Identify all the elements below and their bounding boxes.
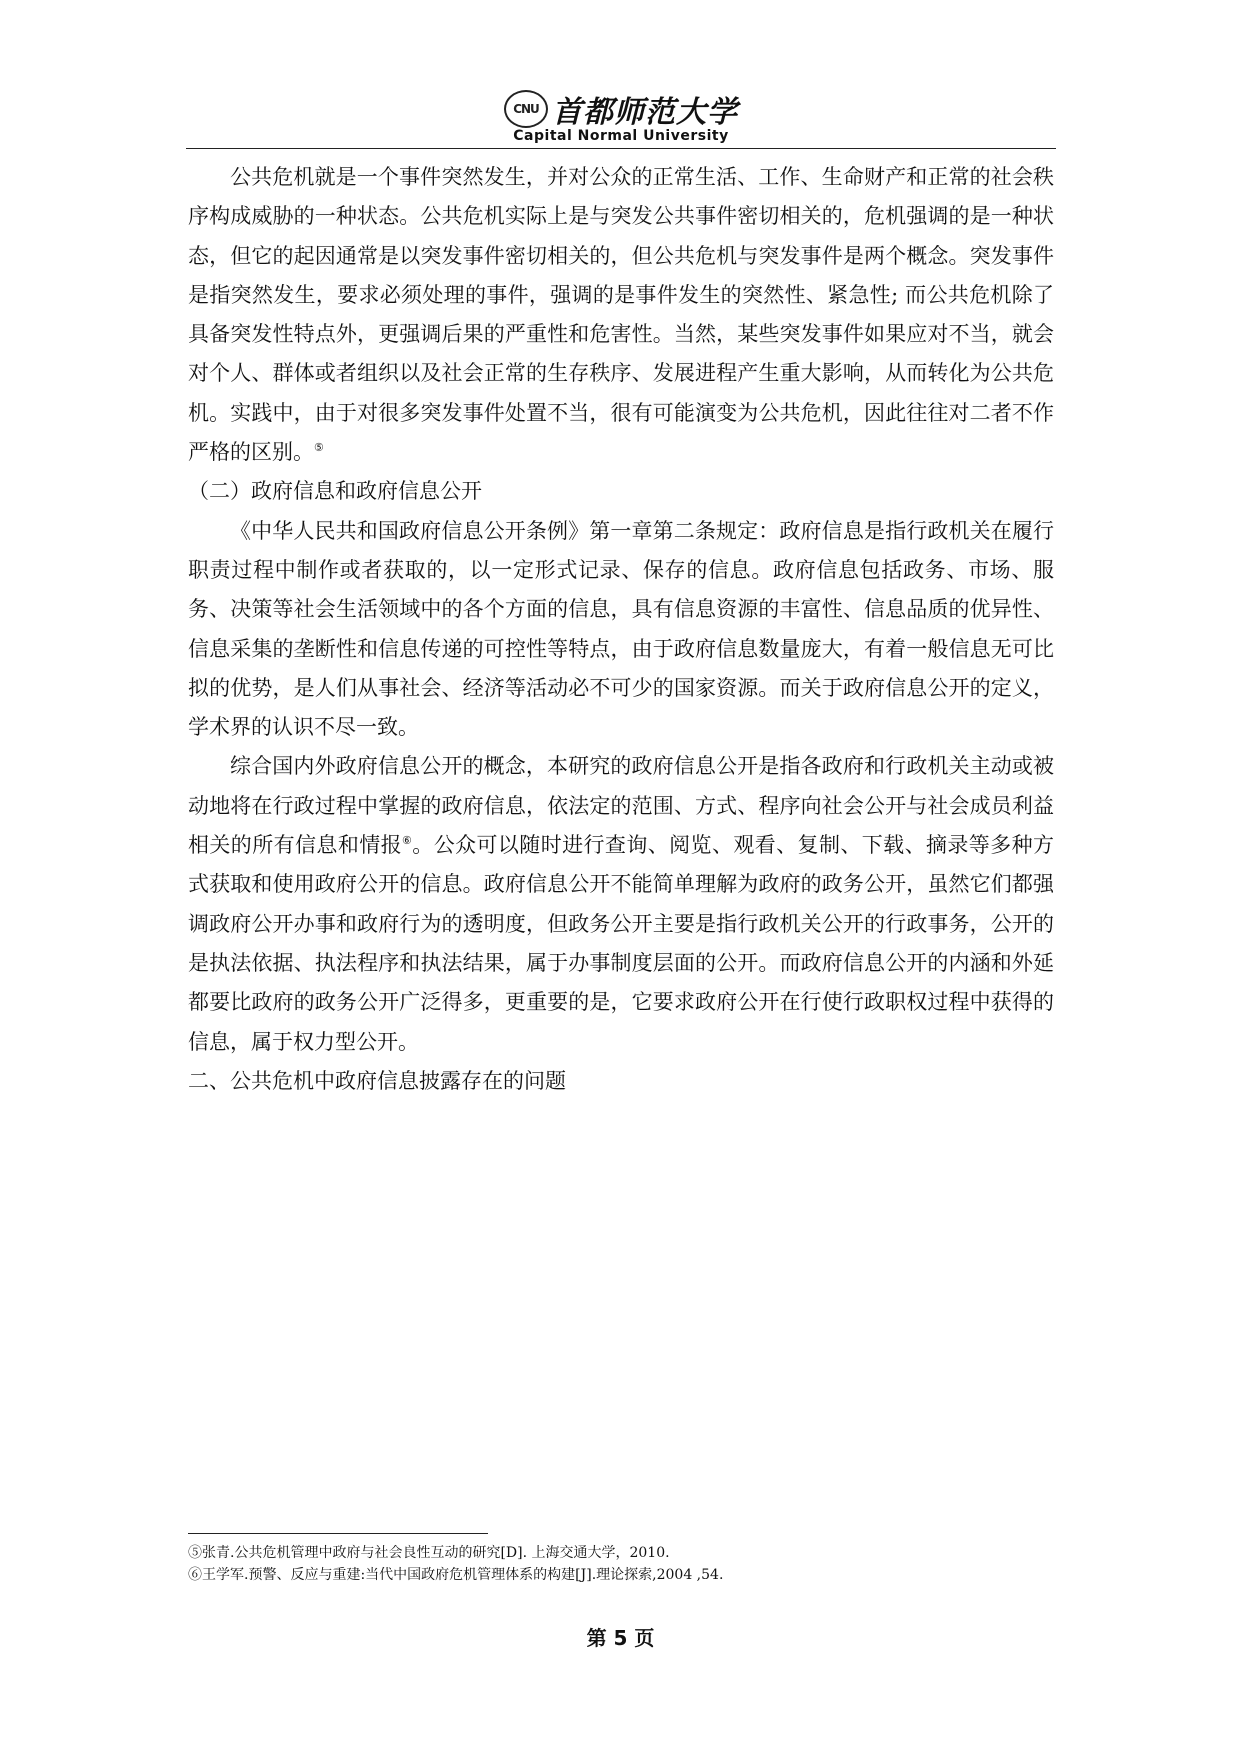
section-heading-problems: 二、公共危机中政府信息披露存在的问题 xyxy=(188,1068,566,1093)
footnotes xyxy=(188,1542,1054,1586)
paragraph-public-crisis: 公共危机就是一个事件突然发生，并对公众的正常生活、工作、生命财产和正常的社会秩序构成威胁的一种状态。公共危机实际上是与突发公共事件密切相关的，危机强调的是一种状态，但它的起因通常是以突发事件密切相关的，但公共危机与突发事件是两个概念。突发事件是指突然发生，要求必须处理的事件，强调的是事件发生的突然性、紧急性; 而公共危机除了具备突发性特点外，更强调后果的严重性和危害性。当然，某些突发事件如果应对不当，就会对个人、群体或者组织以及社会正常的生存秩序、发展进程产生重大影响，从而转化为公共危机。实践中，由于对很多突发事件处置不当，很有可能演变为公共危机，因此往往对二者不作严格的区别。⑤ xyxy=(188,165,1054,465)
paragraph-gov-info-definition: 《中华人民共和国政府信息公开条例》第一章第二条规定：政府信息是指行政机关在履行职责过程中制作或者获取的，以一定形式记录、保存的信息。政府信息包括政务、市场、服务、决策等社会生活领域中的各个方面的信息，具有信息资源的丰富性、信息品质的优异性、信息采集的垄断性和信息传递的可控性等特点，由于政府信息数量庞大，有着一般信息无可比拟的优势，是人们从事社会、经济等活动必不可少的国家资源。而关于政府信息公开的定义，学术界的认识不尽一致。 xyxy=(188,518,1054,740)
paragraph-gov-info-disclosure: 综合国内外政府信息公开的概念，本研究的政府信息公开是指各政府和行政机关主动或被动地将在行政过程中掌握的政府信息，依法定的范围、方式、程序向社会公开与社会成员利益相关的所有信息和情报⑥。公众可以随时进行查询、阅览、观看、复制、下载、摘录等多种方式获取和使用政府公开的信息。政府信息公开不能简单理解为政府的政务公开，虽然它们都强调政府公开办事和政府行为的透明度，但政务公开主要是指行政机关公开的行政事务，公开的是执法依据、执法程序和执法结果，属于办事制度层面的公开。而政府信息公开的内涵和外延都要比政府的政务公开广泛得多，更重要的是，它要求政府公开在行使行政职权过程中获得的信息，属于权力型公开。 xyxy=(188,754,1054,1054)
footnote-ref-5: ⑤ xyxy=(314,441,324,455)
page-header xyxy=(186,88,1056,144)
section-heading-gov-info: （二）政府信息和政府信息公开 xyxy=(188,479,482,504)
university-seal-icon: CNU xyxy=(504,90,548,128)
university-name-cn: 首都师范大学 xyxy=(552,95,738,130)
document-body xyxy=(188,158,1054,1101)
page-number: 第 5 页 xyxy=(586,1626,655,1650)
footnote-5: ⑤张青.公共危机管理中政府与社会良性互动的研究[D]. 上海交通大学，2010. xyxy=(188,1545,670,1561)
footnote-6: ⑥王学军.预警、反应与重建:当代中国政府危机管理体系的构建[J].理论探索,2004 ,54. xyxy=(188,1567,724,1583)
university-logo xyxy=(186,88,1056,130)
footnote-divider xyxy=(188,1533,488,1534)
university-name-en: Capital Normal University xyxy=(513,128,729,144)
footnote-ref-6: ⑥ xyxy=(402,834,413,848)
header-divider xyxy=(186,148,1056,149)
